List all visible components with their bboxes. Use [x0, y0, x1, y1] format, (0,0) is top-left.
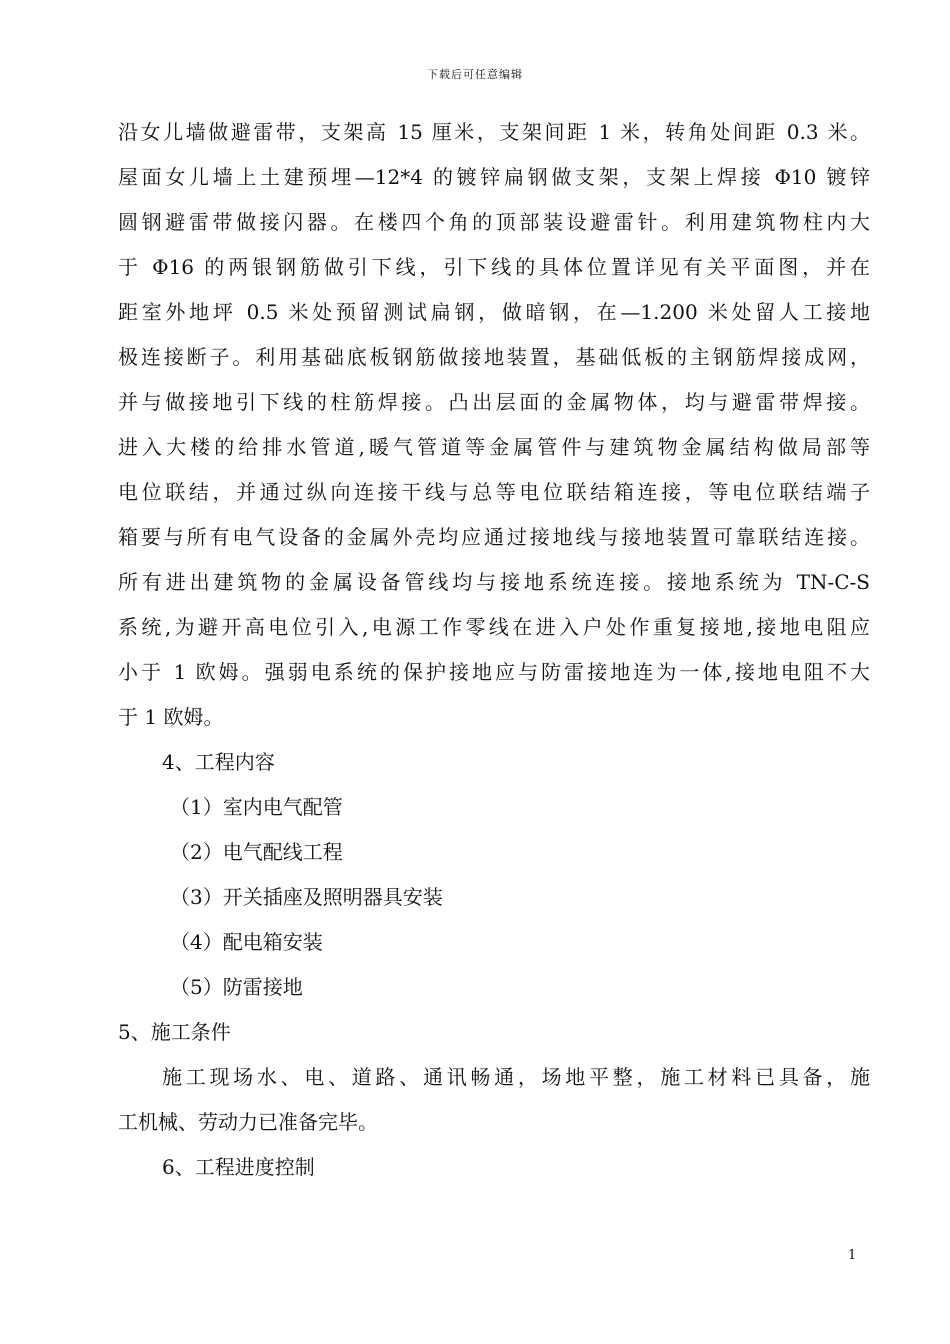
text-line: 系统,为避开高电位引入,电源工作零线在进入户处作重复接地,接地电阻应 — [118, 615, 870, 639]
document-body — [118, 110, 870, 1190]
list-item: （3）开关插座及照明器具安装 — [170, 885, 443, 909]
text-line: 小于 1 欧姆。强弱电系统的保护接地应与防雷接地连为一体,接地电阻不大 — [118, 660, 870, 684]
text-line: 圆钢避雷带做接闪器。在楼四个角的顶部装设避雷针。利用建筑物柱内大 — [118, 210, 870, 234]
text-line: 于 1 欧姆。 — [118, 705, 224, 729]
text-line: 箱要与所有电气设备的金属外壳均应通过接地线与接地装置可靠联结连接。 — [118, 525, 870, 549]
list-item: （1）室内电气配管 — [170, 795, 343, 819]
section-4-heading: 4、工程内容 — [162, 750, 275, 774]
text-line: 所有进出建筑物的金属设备管线均与接地系统连接。接地系统为 TN-C-S — [118, 570, 870, 594]
section-5-paragraph — [118, 1055, 870, 1145]
text-line: 沿女儿墙做避雷带，支架高 15 厘米，支架间距 1 米，转角处间距 0.3 米。 — [118, 120, 870, 144]
paragraph-lightning-protection — [118, 110, 870, 740]
text-line: 施工现场水、电、道路、通讯畅通，场地平整，施工材料已具备，施 — [162, 1065, 870, 1089]
text-line: 极连接断子。利用基础底板钢筋做接地装置，基础低板的主钢筋焊接成网， — [118, 345, 870, 369]
section-4-list — [118, 785, 870, 1010]
section-5-heading: 5、施工条件 — [118, 1020, 231, 1044]
page-number: 1 — [848, 1248, 857, 1263]
text-line: 电位联结，并通过纵向连接干线与总等电位联结箱连接，等电位联结端子 — [118, 480, 870, 504]
list-item: （5）防雷接地 — [170, 975, 303, 999]
list-item: （4）配电箱安装 — [170, 930, 323, 954]
text-line: 并与做接地引下线的柱筋焊接。凸出层面的金属物体，均与避雷带焊接。 — [118, 390, 870, 414]
section-6-heading: 6、工程进度控制 — [162, 1155, 315, 1179]
text-line: 屋面女儿墙上土建预埋—12*4 的镀锌扁钢做支架，支架上焊接 Φ10 镀锌 — [118, 165, 870, 189]
list-item: （2）电气配线工程 — [170, 840, 343, 864]
text-line: 进入大楼的给排水管道,暖气管道等金属管件与建筑物金属结构做局部等 — [118, 435, 870, 459]
text-line: 于 Φ16 的两银钢筋做引下线，引下线的具体位置详见有关平面图，并在 — [118, 255, 870, 279]
text-line: 距室外地坪 0.5 米处预留测试扁钢，做暗钢，在—1.200 米处留人工接地 — [118, 300, 870, 324]
text-line: 工机械、劳动力已准备完毕。 — [118, 1110, 378, 1134]
page-header: 下载后可任意编辑 — [427, 68, 523, 81]
